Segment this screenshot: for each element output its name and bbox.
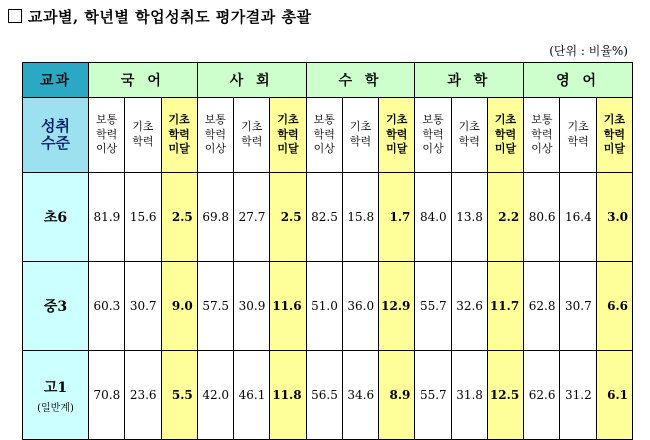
value-cell: 9.0 [161, 262, 197, 351]
value-cell: 55.7 [415, 262, 451, 351]
value-cell: 15.6 [125, 173, 161, 262]
level-header-text: 이상 [422, 142, 444, 156]
title-text: 교과별, 학년별 학업성취도 평가결과 총괄 [28, 8, 312, 26]
value-cell: 30.7 [125, 262, 161, 351]
value-cell: 34.6 [342, 351, 378, 440]
value-cell: 81.9 [89, 173, 125, 262]
subject-english: 영 어 [524, 63, 633, 98]
value-cell: 2.2 [487, 173, 523, 262]
subject-math: 수 학 [306, 63, 415, 98]
level-header-text: 학력 [603, 127, 625, 141]
corner-header: 교과 [23, 63, 89, 98]
level-header-text: 학력 [241, 135, 263, 148]
table-row [23, 262, 633, 351]
value-cell: 8.9 [379, 351, 415, 440]
value-cell: 69.8 [197, 173, 233, 262]
level-header-text: 미달 [603, 142, 625, 156]
value-cell: 27.7 [234, 173, 270, 262]
level-header-text: 학력 [168, 127, 190, 141]
value-cell: 3.0 [596, 173, 632, 262]
level-header-text: 보통 [531, 112, 553, 126]
value-cell: 15.8 [342, 173, 378, 262]
level-header-text: 학력 [204, 127, 227, 141]
achievement-table [22, 62, 633, 440]
level-header-text: 보통 [422, 112, 444, 126]
level-header-text: 이상 [204, 142, 227, 156]
level-header-text: 기초 [603, 112, 625, 126]
level-header-text: 보통 [96, 112, 118, 126]
value-cell: 11.6 [270, 262, 306, 351]
level-label-line1: 성취 [41, 116, 70, 135]
level-header-text: 보통 [204, 112, 227, 126]
level-header-text: 기초 [567, 120, 589, 134]
level-header-text: 학력 [386, 127, 408, 141]
level-header-text: 이상 [531, 142, 553, 156]
row-label-text: 중3 [43, 299, 68, 315]
value-cell: 2.5 [161, 173, 197, 262]
value-cell: 6.6 [596, 262, 632, 351]
value-cell: 13.8 [451, 173, 487, 262]
row-label [23, 173, 89, 262]
level-header-cell [487, 98, 523, 173]
level-header-text: 이상 [313, 142, 335, 156]
level-header-text: 미달 [277, 142, 299, 156]
level-header-cell [342, 98, 378, 173]
level-header-label [23, 98, 89, 173]
level-header-text: 학력 [422, 127, 444, 141]
level-header-text: 기초 [386, 112, 408, 126]
level-header-text: 미달 [494, 142, 517, 156]
level-label-line2: 수준 [41, 134, 70, 152]
level-header-cell [596, 98, 632, 173]
level-header-cell [234, 98, 270, 173]
level-header-text: 학력 [567, 135, 589, 148]
level-header-text: 기초 [277, 112, 299, 126]
subject-korean: 국 어 [89, 63, 198, 98]
level-header-cell [197, 98, 233, 173]
value-cell: 60.3 [89, 262, 125, 351]
level-header-text: 학력 [531, 127, 553, 141]
row-label-text: 고1 [43, 379, 68, 396]
level-header-text: 기초 [458, 120, 480, 134]
value-cell: 23.6 [125, 351, 161, 440]
level-header-text: 학력 [494, 127, 517, 141]
level-header-text: 미달 [386, 142, 408, 156]
level-header-cell [415, 98, 451, 173]
table-row [23, 173, 633, 262]
level-header-text: 기초 [241, 120, 263, 134]
level-header-cell [560, 98, 596, 173]
level-header-cell [270, 98, 306, 173]
table-row [23, 351, 633, 440]
value-cell: 31.2 [560, 351, 596, 440]
level-header-cell [379, 98, 415, 173]
value-cell: 84.0 [415, 173, 451, 262]
value-cell: 2.5 [270, 173, 306, 262]
value-cell: 16.4 [560, 173, 596, 262]
value-cell: 62.8 [524, 262, 560, 351]
value-cell: 62.6 [524, 351, 560, 440]
value-cell: 5.5 [161, 351, 197, 440]
value-cell: 32.6 [451, 262, 487, 351]
checkbox-square-icon [8, 9, 22, 23]
row-label [23, 262, 89, 351]
value-cell: 12.5 [487, 351, 523, 440]
level-header-cell [125, 98, 161, 173]
level-header-cell [451, 98, 487, 173]
level-header-cell [89, 98, 125, 173]
value-cell: 12.9 [379, 262, 415, 351]
value-cell: 36.0 [342, 262, 378, 351]
level-header-text: 학력 [458, 135, 480, 148]
value-cell: 82.5 [306, 173, 342, 262]
unit-label: (단위 : 비율%) [549, 44, 628, 58]
level-header-text: 학력 [277, 127, 299, 141]
row-label-text: 초6 [43, 210, 68, 226]
subject-header-row [23, 63, 633, 98]
level-header-text: 기초 [132, 120, 154, 134]
value-cell: 57.5 [197, 262, 233, 351]
level-header-text: 미달 [168, 142, 190, 156]
value-cell: 80.6 [524, 173, 560, 262]
row-label-sub: (일반계) [37, 402, 74, 414]
value-cell: 55.7 [415, 351, 451, 440]
value-cell: 6.1 [596, 351, 632, 440]
subject-science: 과 학 [415, 63, 524, 98]
level-header-text: 기초 [494, 112, 517, 126]
value-cell: 70.8 [89, 351, 125, 440]
subject-social: 사 회 [197, 63, 306, 98]
value-cell: 46.1 [234, 351, 270, 440]
level-header-text: 이상 [96, 142, 118, 156]
value-cell: 42.0 [197, 351, 233, 440]
value-cell: 30.9 [234, 262, 270, 351]
value-cell: 31.8 [451, 351, 487, 440]
level-header-cell [306, 98, 342, 173]
level-header-text: 기초 [349, 120, 372, 134]
level-header-text: 기초 [168, 112, 190, 126]
row-label [23, 351, 89, 440]
value-cell: 1.7 [379, 173, 415, 262]
value-cell: 11.7 [487, 262, 523, 351]
level-header-text: 학력 [349, 135, 372, 148]
value-cell: 11.8 [270, 351, 306, 440]
page-title [8, 6, 311, 27]
level-header-text: 학력 [132, 135, 154, 148]
level-header-text: 학력 [313, 127, 335, 141]
level-header-text: 보통 [313, 112, 335, 126]
level-header-row [23, 98, 633, 173]
value-cell: 56.5 [306, 351, 342, 440]
level-header-text: 학력 [96, 127, 118, 141]
value-cell: 51.0 [306, 262, 342, 351]
level-header-cell [161, 98, 197, 173]
value-cell: 30.7 [560, 262, 596, 351]
level-header-cell [524, 98, 560, 173]
